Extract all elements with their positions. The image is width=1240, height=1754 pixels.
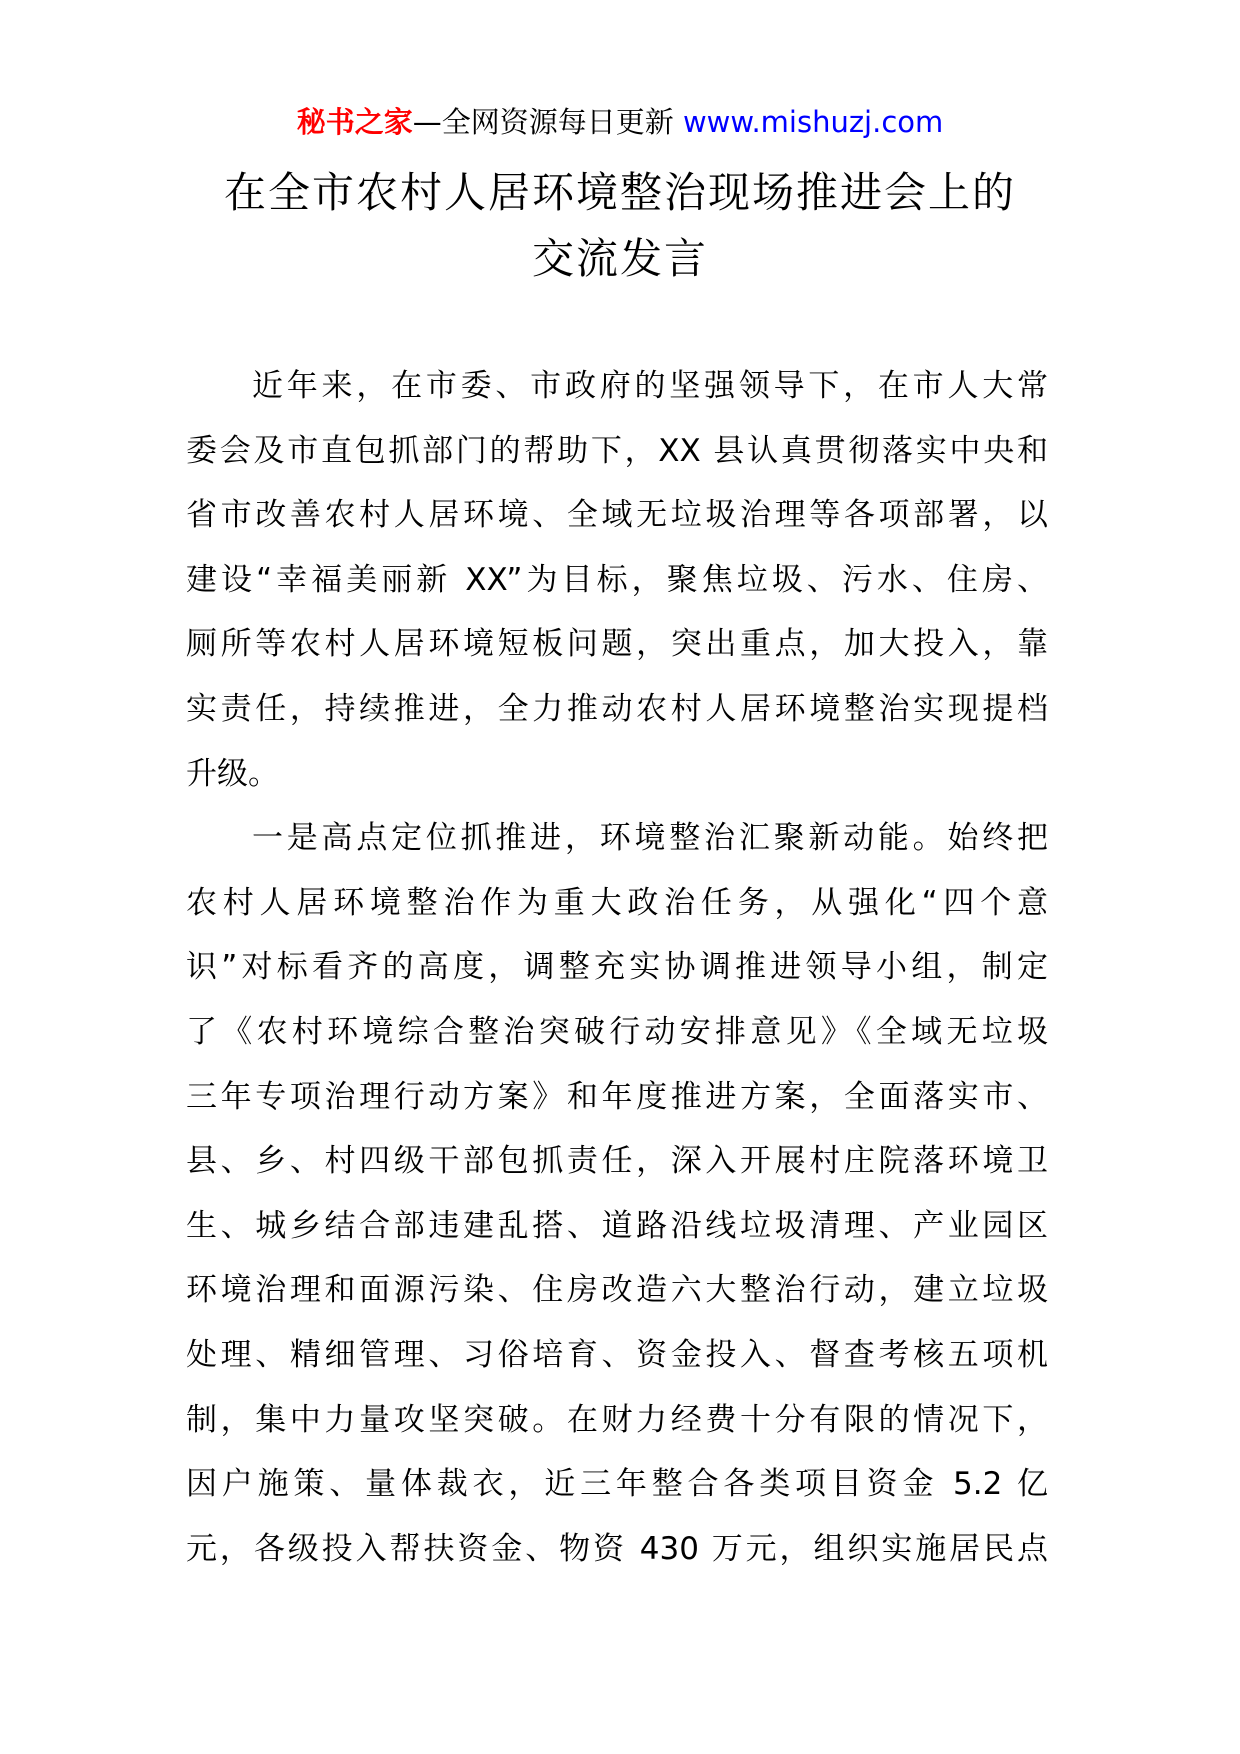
paragraph-line: 一是高点定位抓推进，环境整治汇聚新动能。始终把 [252,820,1048,857]
paragraph-line: 了《农村环境综合整治突破行动安排意见》《全域无垃圾 [186,1013,1048,1050]
document-title [160,160,1080,292]
paragraph-line: 升级。 [186,755,279,792]
paragraph-line: 识”对标看齐的高度，调整充实协调推进领导小组，制定 [186,949,1048,986]
paragraph-line: 省市改善农村人居环境、全域无垃圾治理等各项部署，以 [186,497,1048,534]
site-url-link[interactable]: www.mishuzj.com [682,105,944,139]
paragraph-line: 因户施策、量体裁衣，近三年整合各类项目资金 5.2 亿 [186,1466,1048,1503]
title-line-1: 在全市农村人居环境整治现场推进会上的 [223,168,1016,217]
paragraph-line: 生、城乡结合部违建乱搭、道路沿线垃圾清理、产业园区 [186,1207,1048,1244]
paragraph-line: 建设“幸福美丽新 XX”为目标，聚焦垃圾、污水、住房、 [186,561,1048,598]
paragraph-line: 处理、精细管理、习俗培育、资金投入、督查考核五项机 [186,1336,1048,1373]
paragraph-line: 环境治理和面源污染、住房改造六大整治行动，建立垃圾 [186,1272,1048,1309]
paragraph-line: 委会及市直包抓部门的帮助下，XX 县认真贯彻落实中央和 [186,432,1048,469]
paragraph-line: 实责任，持续推进，全力推动农村人居环境整治实现提档 [186,690,1048,727]
paragraph-line: 近年来，在市委、市政府的坚强领导下，在市人大常 [252,368,1048,404]
paragraph-line: 三年专项治理行动方案》和年度推进方案，全面落实市、 [186,1078,1048,1115]
paragraph-line: 制，集中力量攻坚突破。在财力经费十分有限的情况下， [186,1401,1048,1438]
paragraph-line: 厕所等农村人居环境短板问题，突出重点，加大投入，靠 [186,626,1048,663]
paragraph-line: 元，各级投入帮扶资金、物资 430 万元，组织实施居民点 [186,1530,1048,1567]
brand-name: 秘书之家 [296,105,413,139]
paragraph-line: 县、乡、村四级干部包抓责任，深入开展村庄院落环境卫 [186,1143,1048,1180]
paragraph-intro [186,354,1048,806]
watermark-header [0,100,1240,144]
header-tagline: —全网资源每日更新 [412,105,674,139]
paragraph-line: 农村人居环境整治作为重大政治任务，从强化“四个意 [186,884,1048,921]
title-line-2: 交流发言 [531,234,708,283]
paragraph-point-one [186,806,1048,1581]
document-body [186,354,1048,1581]
